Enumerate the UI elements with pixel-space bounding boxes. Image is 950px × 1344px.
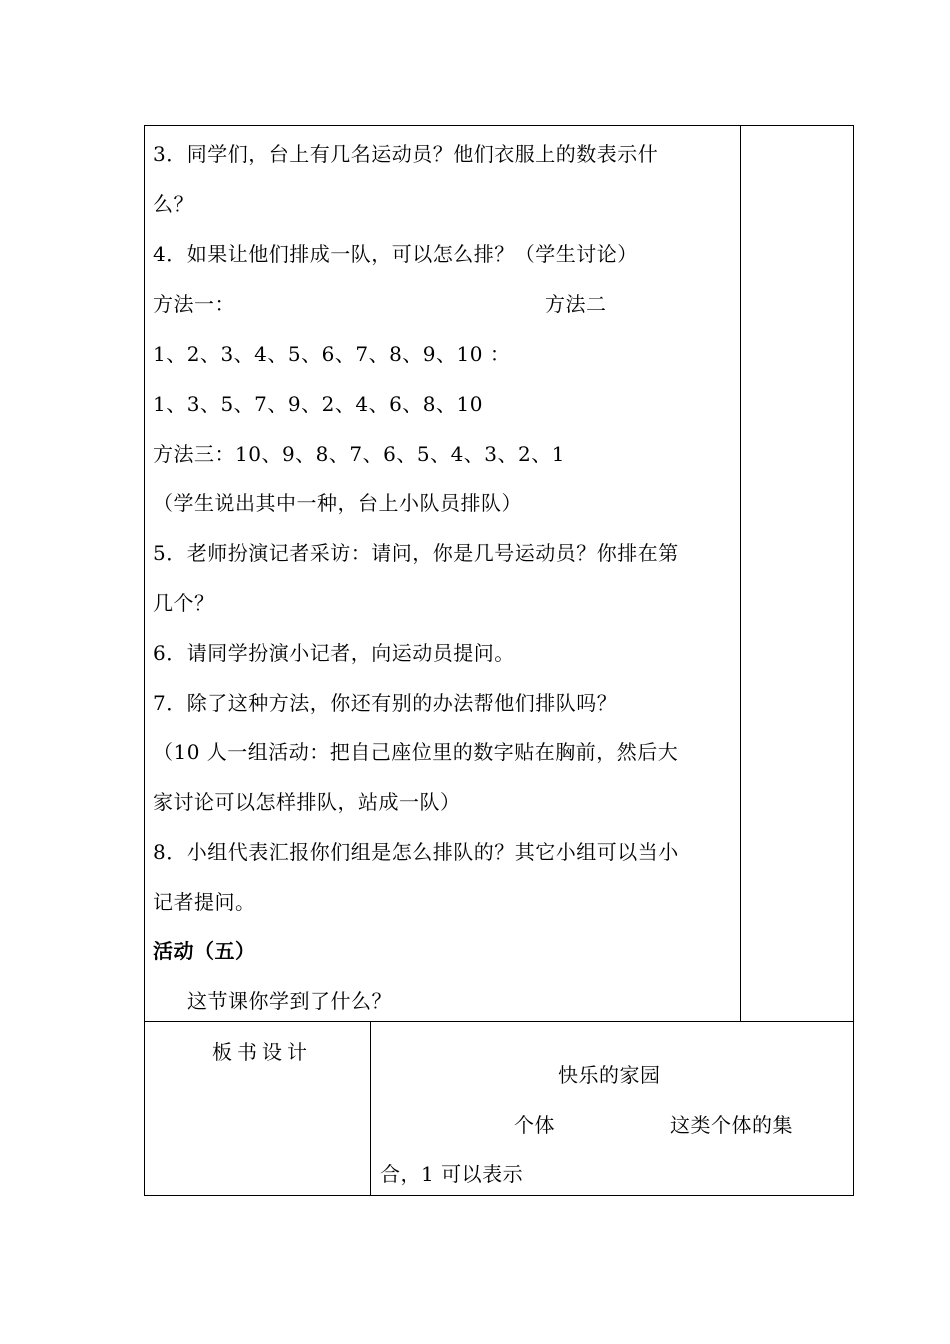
board-label-divider xyxy=(370,1021,371,1196)
board-individual: 个体 xyxy=(514,1113,555,1137)
group-activity-line-1: （10 人一组活动：把自己座位里的数字贴在胸前，然后大 xyxy=(153,740,679,764)
activity-five-heading: 活动（五） xyxy=(153,939,256,963)
board-collection-end: 合，1 可以表示 xyxy=(380,1162,524,1186)
question-8-line-2: 记者提问。 xyxy=(153,890,256,914)
question-5-line-1: 5．老师扮演记者采访：请问，你是几号运动员？你排在第 xyxy=(153,541,679,565)
question-5-line-2: 几个？ xyxy=(153,591,215,615)
question-7: 7．除了这种方法，你还有别的办法帮他们排队吗？ xyxy=(153,691,618,715)
question-6: 6．请同学扮演小记者，向运动员提问。 xyxy=(153,641,515,665)
board-title: 快乐的家园 xyxy=(558,1063,661,1087)
method-three-sequence: 方法三：10、9、8、7、6、5、4、3、2、1 xyxy=(153,442,565,466)
board-collection-start: 这类个体的集 xyxy=(670,1113,793,1137)
board-design-label: 板书设计 xyxy=(212,1040,312,1064)
question-3-line-2: 么？ xyxy=(153,192,194,216)
method-two-sequence: 1、3、5、7、9、2、4、6、8、10 xyxy=(153,392,483,416)
group-activity-line-2: 家讨论可以怎样排队，站成一队） xyxy=(153,790,461,814)
table-right-column-divider xyxy=(740,125,741,1021)
closing-question: 这节课你学到了什么？ xyxy=(187,989,392,1013)
method-one-sequence: 1、2、3、4、5、6、7、8、9、10 ： xyxy=(153,342,511,366)
method-one-label: 方法一： xyxy=(153,292,235,316)
question-4: 4．如果让他们排成一队，可以怎么排？（学生讨论） xyxy=(153,242,638,266)
question-8-line-1: 8．小组代表汇报你们组是怎么排队的？其它小组可以当小 xyxy=(153,840,679,864)
method-two-label: 方法二 xyxy=(545,292,607,316)
student-note: （学生说出其中一种，台上小队员排队） xyxy=(153,491,522,515)
table-row-divider xyxy=(144,1021,854,1022)
question-3-line-1: 3．同学们，台上有几名运动员？他们衣服上的数表示什 xyxy=(153,142,659,166)
